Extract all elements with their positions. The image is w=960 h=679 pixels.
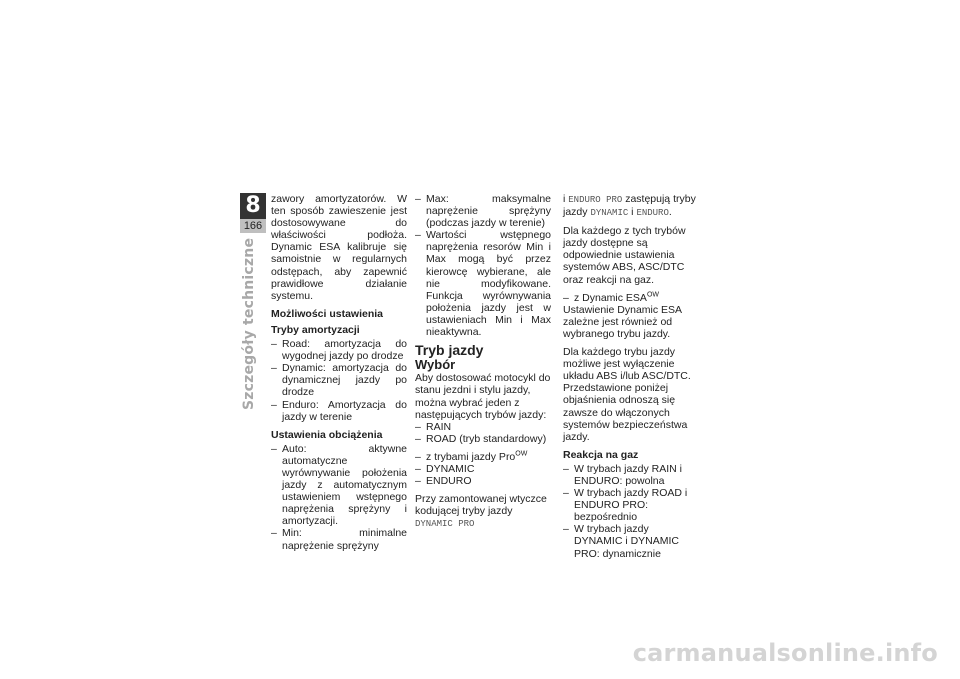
- chapter-number: 8: [240, 193, 266, 219]
- load-settings-list-cont: [415, 193, 551, 338]
- list-item: – DYNAMIC: [415, 463, 551, 475]
- conj-i-2: i: [631, 206, 634, 219]
- selection-text: Aby dostosować motocykl do stanu jezdni i stylu jazdy, można wybrać jeden z następujących trybów jazdy:: [415, 372, 551, 421]
- coding-plug-paragraph: [415, 493, 551, 530]
- heading-load-settings: Ustawienia obciążenia: [271, 428, 383, 441]
- list-item: – W trybach jazdy ROAD i ENDURO PRO: bezpośrednio: [563, 487, 698, 523]
- heading-riding-mode: Tryb jazdy: [415, 342, 484, 359]
- replace-paragraph: i ENDURO PRO zastępują tryby jazdy DYNAMIC i ENDURO.: [563, 193, 696, 219]
- systems-paragraph: Dla każdego z tych trybów jazdy dostępne są odpowiednie ustawienia systemów ABS, ASC/DTC oraz reakcji na gaz.: [563, 225, 686, 286]
- intro-paragraph: zawory amortyzatorów. W ten sposób zawieszenie jest dostosowywane do właściwości podłoża. Dynamic ESA kalibruje się samoistnie w regularnych odstępach, aby zapewnić prawidłowe działanie systemu.: [271, 193, 407, 302]
- conj-i: i: [563, 193, 566, 205]
- chapter-marker: [240, 193, 266, 233]
- pro-modes-text: z trybami jazdy Pro: [426, 450, 516, 463]
- list-item: – Enduro: Amortyzacja do jazdy w terenie: [271, 399, 407, 423]
- dynamic-term: DYNAMIC: [590, 208, 629, 219]
- esa-paragraph: Ustawienie Dynamic ESA zależne jest również od wybranego trybu jazdy.: [563, 303, 682, 340]
- list-item: – Dynamic: amortyzacja do dynamicznej jazdy po drodze: [271, 362, 407, 398]
- list-item: – ROAD (tryb standardowy): [415, 433, 551, 445]
- esa-text: z Dynamic ESA: [574, 291, 647, 304]
- heading-selection: Wybór: [415, 357, 456, 373]
- abs-paragraph: Dla każdego trybu jazdy możliwe jest wyłączenie układu ABS i/lub ASC/DTC. Przedstawione poniżej objaśnienia odnoszą się zawsze do włączonych systemów bezpieczeństwa jazdy.: [563, 346, 691, 443]
- heading-damping-modes: Tryby amortyzacji: [271, 323, 360, 336]
- riding-modes-list: [415, 421, 551, 445]
- watermark: carmanualsonline.info: [632, 639, 938, 667]
- throttle-response-list: [563, 463, 698, 560]
- list-item: – ENDURO: [415, 475, 551, 487]
- selection-paragraph: [415, 372, 551, 420]
- coding-plug-text: Przy zamontowanej wtyczce kodującej tryby jazdy: [415, 493, 547, 518]
- list-item: – Max: maksymalne naprężenie sprężyny (podczas jazdy w terenie): [415, 193, 551, 229]
- list-item: – RAIN: [415, 421, 551, 433]
- text-column-2: [415, 193, 551, 536]
- option-ow-mark: OW: [515, 450, 528, 458]
- text-column-1: [271, 193, 407, 558]
- list-item: – Road: amortyzacja do wygodnej jazdy po drodze: [271, 338, 407, 362]
- list-item-esa: [563, 292, 698, 304]
- heading-throttle-response: Reakcja na gaz: [563, 448, 639, 461]
- list-item: – W trybach jazdy DYNAMIC i DYNAMIC PRO: dynamicznie: [563, 523, 698, 559]
- dynamic-pro-term: DYNAMIC PRO: [415, 519, 475, 530]
- option-ow-mark: OW: [646, 291, 659, 299]
- enduro-pro-term: ENDURO PRO: [568, 195, 623, 205]
- list-item: – W trybach jazdy RAIN i ENDURO: powolna: [563, 463, 698, 487]
- heading-settings: Możliwości ustawienia: [271, 307, 384, 320]
- load-settings-list: [271, 443, 407, 552]
- list-item: – Wartości wstępnego naprężenia resorów Min i Max mogą być przez kierowcę wybierane, ale nie modyfikowane. Funkcja wyrównywania położenia jazdy jest w ustawieniach Min i Max nieaktywna.: [415, 229, 551, 338]
- list-item: – Min: minimalne naprężenie sprężyny: [271, 527, 407, 551]
- enduro-term: ENDURO: [636, 208, 669, 219]
- damping-modes-list: [271, 338, 407, 423]
- replace-text: zastępują tryby jazdy: [563, 193, 696, 219]
- text-column-3: [563, 193, 698, 566]
- list-item-pro: [415, 451, 551, 463]
- list-item: – Auto: aktywne automatyczne wyrównywanie położenia jazdy z automatycznym ustawieniem wstępnego naprężenia sprężyny i amortyzacji.: [271, 443, 407, 528]
- esa-list: [563, 292, 698, 304]
- page-number: 166: [240, 219, 266, 233]
- section-title: Szczegóły techniczne: [241, 237, 257, 410]
- pro-modes-list: [415, 451, 551, 487]
